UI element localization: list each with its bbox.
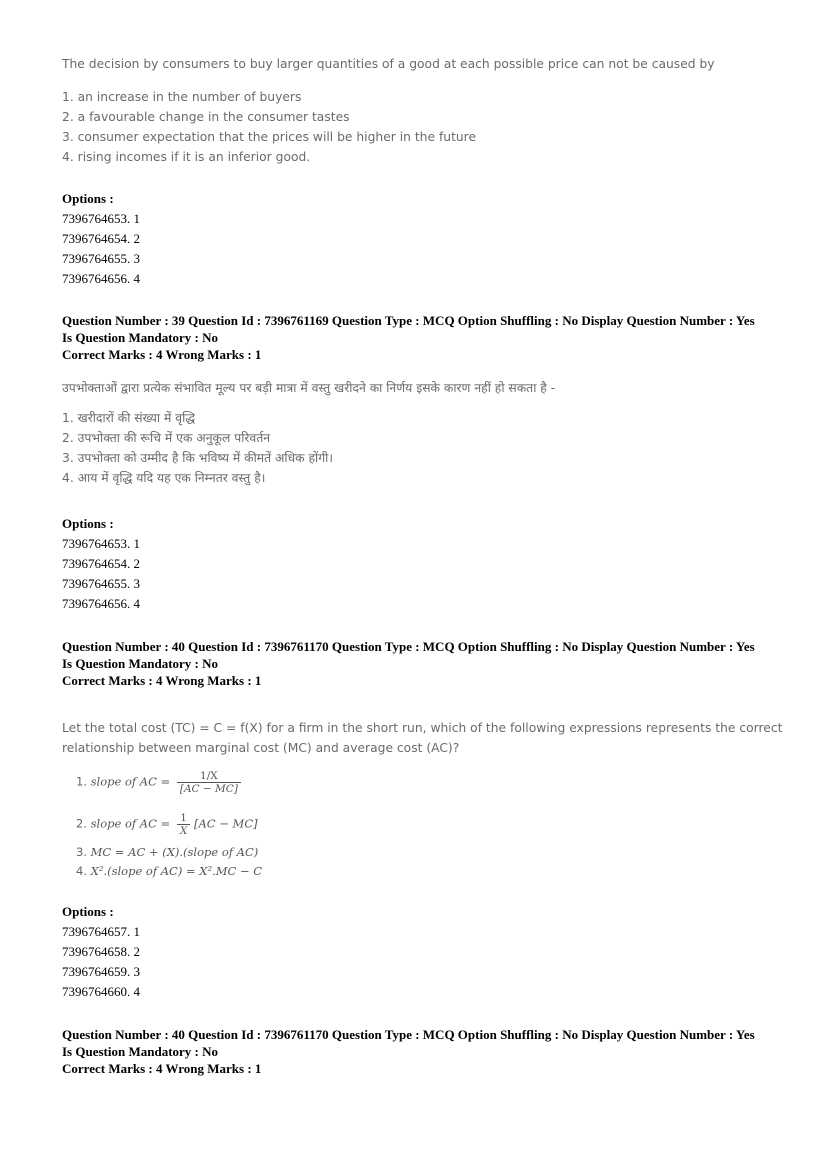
q40-expr1-fraction xyxy=(177,770,241,795)
q39-option-2: 7396764654. 2 xyxy=(62,556,140,571)
q40-stem-line2: relationship between marginal cost (MC) and average cost (AC)? xyxy=(62,741,460,755)
q40-mandatory: Is Question Mandatory : No xyxy=(62,656,219,671)
q40-options-label: Options : xyxy=(62,904,114,919)
q40-expr2-fraction xyxy=(177,812,190,837)
q40-expr1-denominator: [AC − MC] xyxy=(179,783,238,795)
q38-option-2: 7396764654. 2 xyxy=(62,231,140,246)
q38-choice: 2. a favourable change in the consumer tastes xyxy=(62,110,350,124)
q40-expression-4 xyxy=(76,864,262,878)
q38-choice: 4. rising incomes if it is an inferior good. xyxy=(62,150,311,164)
q39-choice: 4. आय में वृद्धि यदि यह एक निम्नतर वस्तु है। xyxy=(62,471,266,485)
q40-expr3-number: 3. xyxy=(76,845,87,859)
q40-option-2: 7396764658. 2 xyxy=(62,944,140,959)
q38-choice: 1. an increase in the number of buyers xyxy=(62,90,302,104)
q39-choice: 1. खरीदारों की संख्या में वृद्धि xyxy=(62,411,196,425)
q40-expr2-rhs: [AC − MC] xyxy=(194,816,258,831)
q40b-mandatory: Is Question Mandatory : No xyxy=(62,1044,219,1059)
q39-marks: Correct Marks : 4 Wrong Marks : 1 xyxy=(62,347,262,362)
q40-question-image xyxy=(62,718,783,878)
q38-option-3: 7396764655. 3 xyxy=(62,251,140,266)
q40-option-1: 7396764657. 1 xyxy=(62,924,140,939)
q40-expression-1 xyxy=(76,770,241,795)
q39-option-3: 7396764655. 3 xyxy=(62,576,140,591)
q40-option-4: 7396764660. 4 xyxy=(62,984,140,999)
q38-option-1: 7396764653. 1 xyxy=(62,211,140,226)
q38-options-label: Options : xyxy=(62,191,114,206)
q39-options-label: Options : xyxy=(62,516,114,531)
q40b-meta xyxy=(62,1026,782,1077)
q39-choice: 2. उपभोक्ता की रूचि में एक अनुकूल परिवर्तन xyxy=(62,431,271,445)
q40-expr2-numerator: 1 xyxy=(177,812,190,825)
q40-meta xyxy=(62,638,782,689)
q40-option-3: 7396764659. 3 xyxy=(62,964,140,979)
q40-expr3-text: MC = AC + (X).(slope of AC) xyxy=(90,845,259,859)
q38-choice-list xyxy=(62,87,715,167)
q38-option-4: 7396764656. 4 xyxy=(62,271,140,286)
q40-expr4-text: X².(slope of AC) = X².MC − C xyxy=(90,864,263,878)
q40-stem-line1: Let the total cost (TC) = C = f(X) for a firm in the short run, which of the following expressions represents the correct xyxy=(62,721,783,735)
q40-expr1-number: 1. xyxy=(76,774,87,789)
q39-mandatory: Is Question Mandatory : No xyxy=(62,330,219,345)
q40-marks: Correct Marks : 4 Wrong Marks : 1 xyxy=(62,673,262,688)
q40-expr2-denominator: X xyxy=(179,825,188,837)
q39-stem: उपभोक्ताओं द्वारा प्रत्येक संभावित मूल्य पर बड़ी मात्रा में वस्तु खरीदने का निर्णय इसके कारण नहीं हो सकता है - xyxy=(62,381,556,395)
q39-choice: 3. उपभोक्ता को उम्मीद है कि भविष्य में कीमतें अधिक होंगी। xyxy=(62,451,334,465)
q39-choice-list xyxy=(62,408,555,488)
q40-expr1-lhs: slope of AC = xyxy=(90,774,171,789)
q40-expr1-numerator: 1/X xyxy=(177,770,241,783)
q40-expr2-number: 2. xyxy=(76,816,87,831)
q39-option-1: 7396764653. 1 xyxy=(62,536,140,551)
q40-expression-2 xyxy=(76,812,258,837)
q40b-marks: Correct Marks : 4 Wrong Marks : 1 xyxy=(62,1061,262,1076)
q38-question-image xyxy=(62,54,715,167)
q39-meta-line: Question Number : 39 Question Id : 7396761169 Question Type : MCQ Option Shuffling : No Display Question Number : Yes xyxy=(62,313,755,328)
q38-stem: The decision by consumers to buy larger quantities of a good at each possible price can not be caused by xyxy=(62,57,715,71)
q39-meta xyxy=(62,312,782,363)
q40-expression-3 xyxy=(76,845,258,859)
q39-question-image xyxy=(62,378,555,488)
q40-expr4-number: 4. xyxy=(76,864,87,878)
q39-option-4: 7396764656. 4 xyxy=(62,596,140,611)
q38-choice: 3. consumer expectation that the prices will be higher in the future xyxy=(62,130,477,144)
q40-meta-line: Question Number : 40 Question Id : 7396761170 Question Type : MCQ Option Shuffling : No Display Question Number : Yes xyxy=(62,639,755,654)
q40-expr2-lhs: slope of AC = xyxy=(90,816,171,831)
q40b-meta-line: Question Number : 40 Question Id : 7396761170 Question Type : MCQ Option Shuffling : No Display Question Number : Yes xyxy=(62,1027,755,1042)
